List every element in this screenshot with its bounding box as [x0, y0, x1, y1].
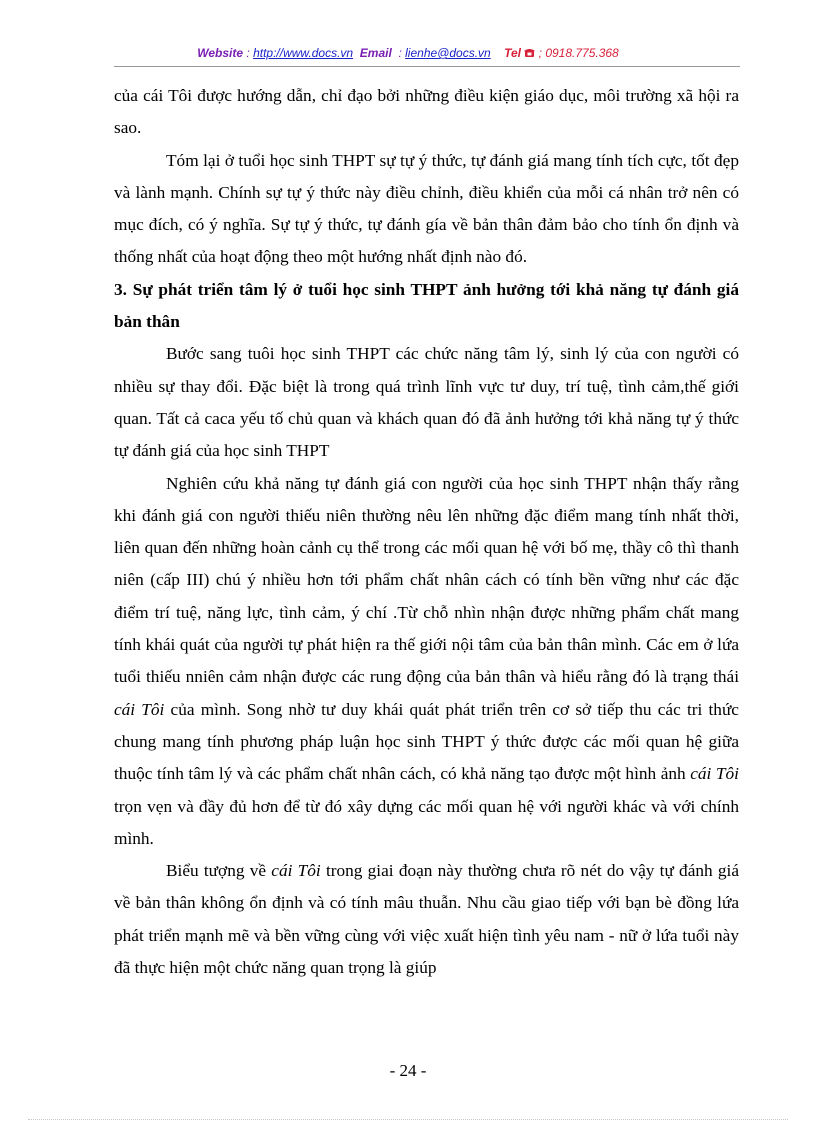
page-number: - 24 - [389, 1061, 427, 1080]
cai-toi-term: cái Tôi [271, 861, 321, 881]
paragraph-1: của cái Tôi được hướng dẫn, chỉ đạo bởi những điều kiện giáo dục, môi trường xã hội ra sao. [114, 86, 739, 138]
section-heading: 3. Sự phát triển tâm lý ở tuổi học sinh THPT ảnh hưởng tới khả năng tự đánh giá bản thân [114, 279, 739, 332]
phone-icon [524, 47, 535, 61]
email-link[interactable]: lienhe@docs.vn [405, 46, 491, 60]
page-header: Website : http://www.docs.vn Email : lienhe@docs.vn Tel ; 0918.775.368 [197, 46, 619, 60]
cai-toi-term: cái Tôi [114, 699, 165, 719]
header-rule [114, 66, 740, 67]
cai-toi-term: cái Tôi [690, 764, 739, 784]
paragraph-4: Nghiên cứu khả năng tự đánh giá con người của học sinh THPT nhận thấy rằng khi đánh giá con người thiếu niên thường nêu lên những đặc điểm mang tính nhất thời, liên quan đến những hoàn cảnh cụ thể trong các mối quan hệ với bố mẹ, thầy cô thì thanh niên (cấp III) chú ý nhiều hơn tới phẩm chất nhân cách có tính bền vững như các đặc điểm trí tuệ, năng lực, tình cảm, ý chí .Từ chỗ nhìn nhận được những phẩm chất mang tính khái quát của người tự phát hiện ra thế giới nội tâm của bản thân mình. Các em ở lứa tuổi thiếu nniên cảm nhận được các rung động của bản thân và hiểu rằng đó là trạng thái cái Tôi của mình. Song nhờ tư duy khái quát phát triển trên cơ sở tiếp thu các tri thức chung mang tính phương pháp luận học sinh THPT ý thức được các mối quan hệ giữa thuộc tính tâm lý và các phẩm chất nhân cách, có khả năng tạo được một hình ảnh cái Tôi trọn vẹn và đầy đủ hơn để từ đó xây dựng các mối quan hệ với người khác và với chính mình. [114, 473, 739, 848]
email-label: Email [359, 46, 392, 60]
tel-label: Tel [504, 46, 521, 60]
paragraph-2: Tóm lại ở tuổi học sinh THPT sự tự ý thức, tự đánh giá mang tính tích cực, tốt đẹp và lành mạnh. Chính sự tự ý thức này điều chỉnh, điều khiển của mỗi cá nhân trở nên có mục đích, có ý nghĩa. Sự tự ý thức, tự đánh gía về bản thân đảm bảo cho tính ổn định và thống nhất của hoạt động theo một hướng nhất định nào đó. [114, 150, 739, 267]
website-label: Website [197, 46, 244, 60]
website-link[interactable]: http://www.docs.vn [253, 46, 354, 60]
paragraph-5: Biểu tượng về cái Tôi trong giai đoạn này thường chưa rõ nét do vậy tự đánh giá về bản thân không ổn định và có tính mâu thuẫn. Nhu cầu giao tiếp với bạn bè đồng lứa phát triển mạnh mẽ và bền vững cùng với việc xuất hiện tình yêu nam - nữ ở lứa tuổi này đã thực hiện một chức năng quan trọng là giúp [114, 861, 739, 978]
page-content [114, 80, 739, 984]
tel-value: 0918.775.368 [545, 46, 619, 60]
page-bottom-border [28, 1119, 788, 1120]
paragraph-3: Bước sang tuôi học sinh THPT các chức năng tâm lý, sinh lý của con người có nhiều sự thay đổi. Đặc biệt là trong quá trình lĩnh vực tư duy, trí tuệ, tình cảm,thế giới quan. Tất cả caca yếu tố chủ quan và khách quan đó đã ảnh hưởng tới khả năng tự ý thức tự đánh giá của học sinh THPT [114, 344, 739, 461]
